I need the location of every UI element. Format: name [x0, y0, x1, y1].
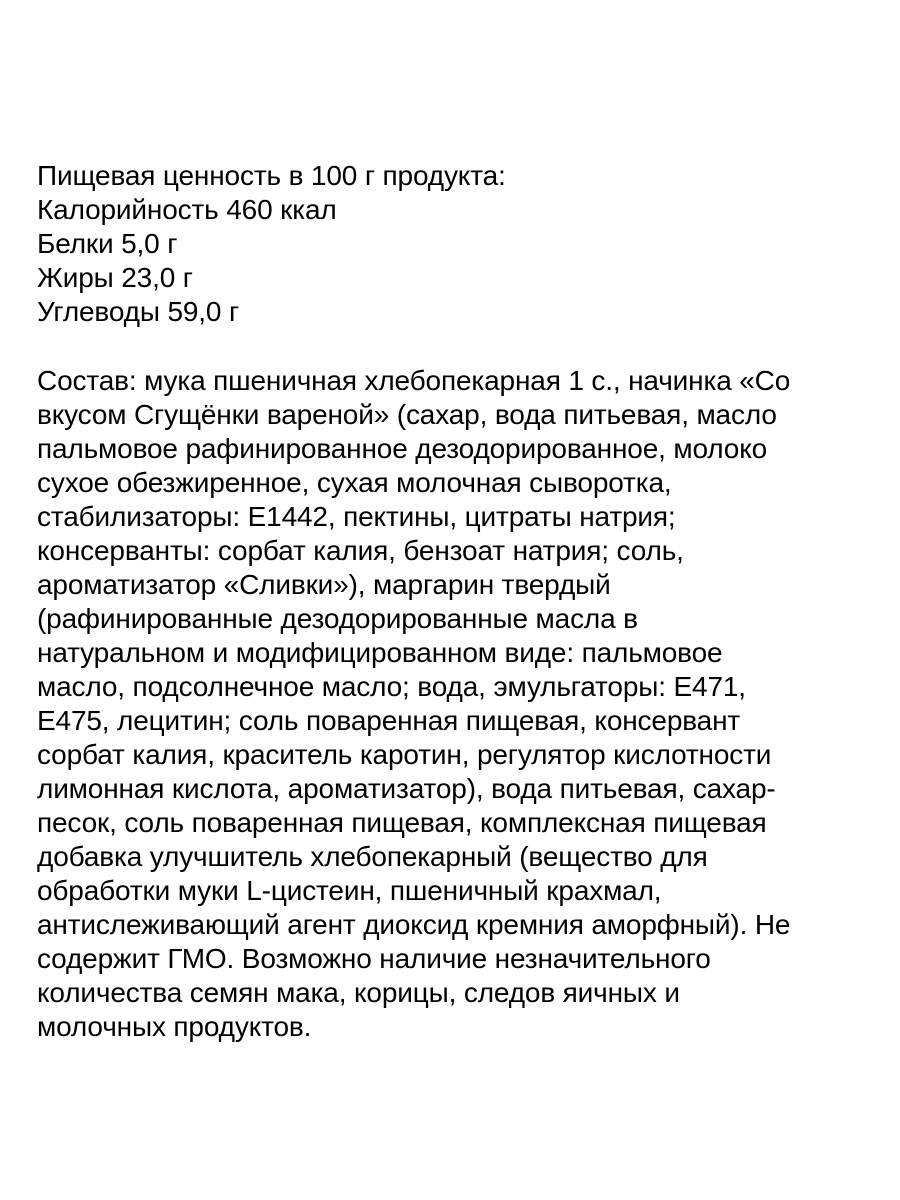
composition-line: вкусом Сгущёнки вареной» (сахар, вода питьевая, масло [37, 399, 777, 430]
nutrition-heading: Пищевая ценность в 100 г продукта: [37, 160, 506, 191]
composition-line: антислеживающий агент диоксид кремния аморфный). Не [37, 909, 791, 940]
composition-line: (рафинированные дезодорированные масла в [37, 603, 638, 634]
composition-line: содержит ГМО. Возможно наличие незначительного [37, 943, 711, 974]
composition-line: ароматизатор «Сливки»), маргарин твердый [37, 569, 611, 600]
composition-line: количества семян мака, корицы, следов яичных и [37, 977, 680, 1008]
nutrition-calories: Калорийность 460 ккал [37, 194, 337, 225]
composition-line: консерванты: сорбат калия, бензоат натрия; соль, [37, 535, 684, 566]
nutrition-carbohydrates: Углеводы 59,0 г [37, 296, 240, 327]
nutrition-protein: Белки 5,0 г [37, 228, 178, 259]
composition-line: масло, подсолнечное масло; вода, эмульгаторы: Е471, [37, 671, 746, 702]
composition-line: сорбат калия, краситель каротин, регулятор кислотности [37, 739, 772, 770]
nutrition-facts [37, 159, 863, 329]
composition-line: лимонная кислота, ароматизатор), вода питьевая, сахар- [37, 773, 776, 804]
composition-line: добавка улучшитель хлебопекарный (вещество для [37, 841, 708, 872]
composition-line: стабилизаторы: Е1442, пектины, цитраты натрия; [37, 501, 676, 532]
composition-line: обработки муки L-цистеин, пшеничный крахмал, [37, 875, 662, 906]
composition-line: Состав: мука пшеничная хлебопекарная 1 с., начинка «Со [37, 365, 791, 396]
composition-line: молочных продуктов. [37, 1011, 312, 1042]
composition-line: Е475, лецитин; соль поваренная пищевая, консервант [37, 705, 741, 736]
nutrition-fat: Жиры 23,0 г [37, 262, 193, 293]
composition-text [37, 364, 863, 1044]
composition-line: пальмовое рафинированное дезодорированное, молоко [37, 433, 768, 464]
composition-line: песок, соль поваренная пищевая, комплексная пищевая [37, 807, 767, 838]
composition-line: сухое обезжиренное, сухая молочная сыворотка, [37, 467, 672, 498]
composition-line: натуральном и модифицированном виде: пальмовое [37, 637, 723, 668]
